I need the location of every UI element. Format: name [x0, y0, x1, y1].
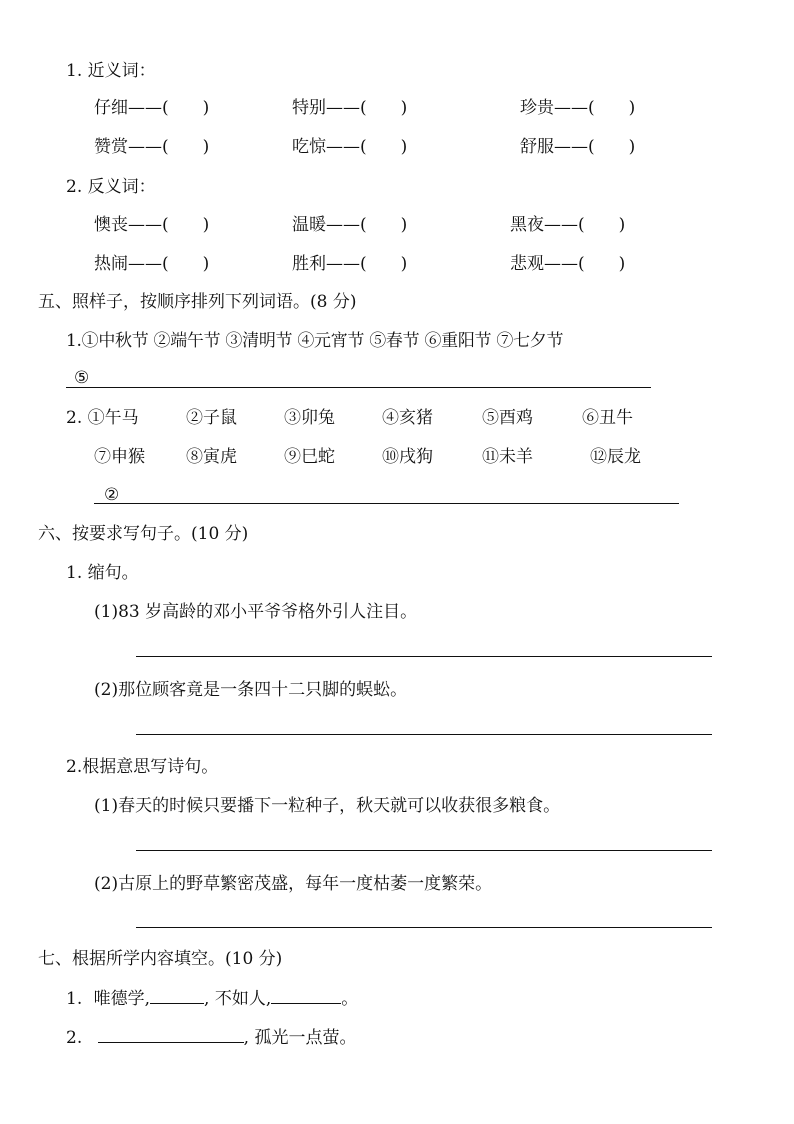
shorten-sentence-2: (2)那位顾客竟是一条四十二只脚的蜈蚣。: [94, 680, 408, 700]
fill-2-text: , 孤光一点萤。: [243, 1028, 357, 1048]
fill-1-text-a: 唯德学,: [93, 989, 151, 1009]
fill-blank[interactable]: [271, 987, 341, 1004]
zodiac-item: ③卯兔: [284, 408, 335, 428]
shorten-title: 1. 缩句。: [66, 563, 139, 583]
poem-answer-line-2[interactable]: [136, 927, 712, 928]
synonym-item: 特别——( ): [292, 98, 408, 118]
festival-answer-line[interactable]: [66, 387, 651, 388]
shorten-answer-line-1[interactable]: [136, 656, 712, 657]
antonym-item: 热闹——( ): [94, 254, 210, 274]
poem-answer-line-1[interactable]: [136, 850, 712, 851]
zodiac-item: ②子鼠: [186, 408, 237, 428]
poem-meaning-1: (1)春天的时候只要播下一粒种子，秋天就可以收获很多粮食。: [94, 796, 561, 816]
synonym-title: 1. 近义词：: [66, 61, 156, 81]
section-7-title: 七、根据所学内容填空。(10 分): [38, 949, 283, 969]
zodiac-item: ⑥丑牛: [582, 408, 633, 428]
fill-1-text-c: 。: [341, 989, 359, 1009]
synonym-item: 吃惊——( ): [292, 137, 408, 157]
fill-blank[interactable]: [150, 987, 204, 1004]
festival-list: 1.①中秋节 ②端午节 ③清明节 ④元宵节 ⑤春节 ⑥重阳节 ⑦七夕节: [66, 331, 564, 351]
antonym-item: 黑夜——( ): [510, 215, 626, 235]
zodiac-item: ⑤酉鸡: [482, 408, 533, 428]
zodiac-item: ⑨巳蛇: [284, 447, 335, 467]
zodiac-item: ⑦申猴: [94, 447, 145, 467]
antonym-item: 悲观——( ): [510, 254, 626, 274]
synonym-item: 珍贵——( ): [520, 98, 636, 118]
synonym-item: 仔细——( ): [94, 98, 210, 118]
antonym-item: 懊丧——( ): [94, 215, 210, 235]
section-6-title: 六、按要求写句子。(10 分): [38, 524, 249, 544]
zodiac-item: ⑩戌狗: [382, 447, 433, 467]
fill-blank[interactable]: [98, 1026, 244, 1043]
festival-answer-start: ⑤: [74, 368, 90, 388]
zodiac-item: 2. ①午马: [66, 408, 139, 428]
zodiac-answer-start: ②: [104, 485, 120, 505]
antonym-item: 温暖——( ): [292, 215, 408, 235]
zodiac-item: ⑫辰龙: [590, 447, 641, 467]
poem-title: 2.根据意思写诗句。: [66, 757, 219, 777]
synonym-item: 舒服——( ): [520, 137, 636, 157]
fill-2-number: 2.: [66, 1028, 83, 1048]
fill-1-text-b: , 不如人,: [204, 989, 272, 1009]
fill-line-1: [66, 987, 358, 1010]
fill-line-2: [66, 1026, 356, 1049]
antonym-item: 胜利——( ): [292, 254, 408, 274]
shorten-sentence-1: (1)83 岁高龄的邓小平爷爷格外引人注目。: [94, 602, 418, 622]
zodiac-item: ⑧寅虎: [186, 447, 237, 467]
synonym-item: 赞赏——( ): [94, 137, 210, 157]
shorten-answer-line-2[interactable]: [136, 734, 712, 735]
antonym-title: 2. 反义词：: [66, 177, 156, 197]
fill-1-number: 1.: [66, 989, 83, 1009]
zodiac-item: ⑪未羊: [482, 447, 533, 467]
zodiac-item: ④亥猪: [382, 408, 433, 428]
poem-meaning-2: (2)古原上的野草繁密茂盛，每年一度枯萎一度繁荣。: [94, 874, 493, 894]
zodiac-answer-line[interactable]: [94, 503, 679, 504]
section-5-title: 五、照样子，按顺序排列下列词语。(8 分): [38, 292, 357, 312]
